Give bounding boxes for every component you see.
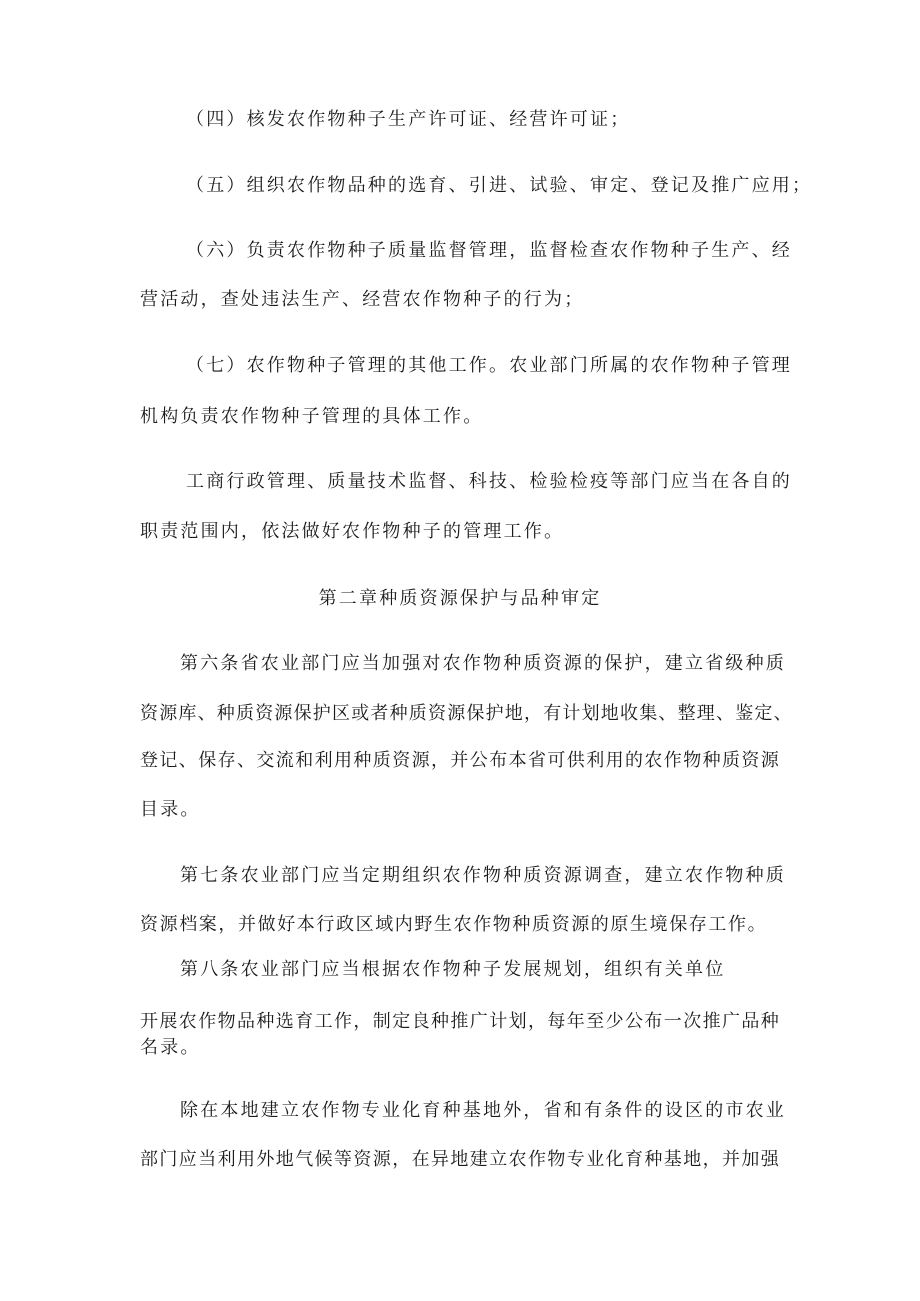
paragraph-line: 登记、保存、交流和利用种质资源，并公布本省可供利用的农作物种质资源 xyxy=(140,750,781,771)
paragraph-line: 名录。 xyxy=(140,1037,201,1058)
paragraph-line: 资源档案，并做好本行政区域内野生农作物种质资源的原生境保存工作。 xyxy=(140,914,768,935)
paragraph-line: 第七条农业部门应当定期组织农作物种质资源调查，建立农作物种质 xyxy=(180,865,786,886)
paragraph-line: （六）负责农作物种子质量监督管理，监督检查农作物种子生产、经 xyxy=(186,240,792,261)
paragraph-line: 除在本地建立农作物专业化育种基地外，省和有条件的设区的市农业 xyxy=(180,1100,786,1121)
paragraph-line: 机构负责农作物种子管理的具体工作。 xyxy=(140,406,484,427)
paragraph-line: 开展农作物品种选育工作，制定良种推广计划，每年至少公布一次推广品种 xyxy=(140,1011,781,1032)
paragraph-line: 职责范围内，依法做好农作物种子的管理工作。 xyxy=(140,521,565,542)
paragraph-line: （四）核发农作物种子生产许可证、经营许可证； xyxy=(186,109,631,130)
paragraph-line: 部门应当利用外地气候等资源，在异地建立农作物专业化育种基地，并加强 xyxy=(140,1149,781,1170)
paragraph-line: 营活动，查处违法生产、经营农作物种子的行为； xyxy=(140,289,585,310)
chapter-heading: 第二章种质资源保护与品种审定 xyxy=(318,588,602,609)
paragraph-line: 工商行政管理、质量技术监督、科技、检验检疫等部门应当在各自的 xyxy=(186,471,792,492)
paragraph-line: 目录。 xyxy=(140,799,201,820)
paragraph-line: 第八条农业部门应当根据农作物种子发展规划，组织有关单位 xyxy=(180,959,726,980)
paragraph-line: 第六条省农业部门应当加强对农作物种质资源的保护，建立省级种质 xyxy=(180,653,786,674)
paragraph-line: （五）组织农作物品种的选育、引进、试验、审定、登记及推广应用； xyxy=(186,175,813,196)
paragraph-line: 资源库、种质资源保护区或者种质资源保护地，有计划地收集、整理、鉴定、 xyxy=(140,703,793,724)
paragraph-line: （七）农作物种子管理的其他工作。农业部门所属的农作物种子管理 xyxy=(186,355,792,376)
